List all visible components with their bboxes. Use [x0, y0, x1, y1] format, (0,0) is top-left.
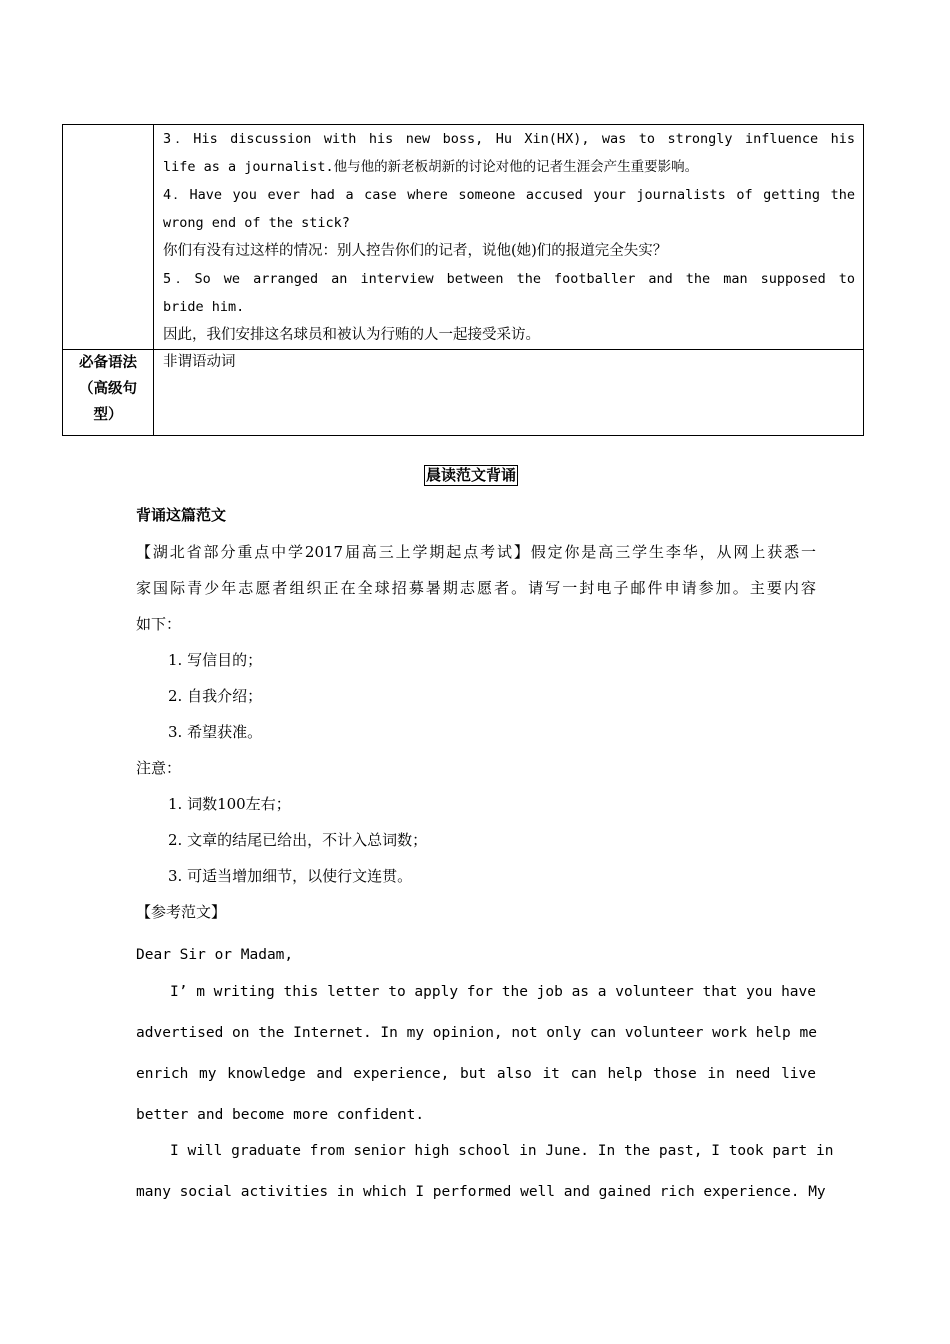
sentence-line: wrong end of the stick? — [163, 215, 350, 231]
sentences-cell — [154, 125, 864, 350]
list-item: 2. 自我介绍； — [168, 687, 263, 705]
vocab-table — [62, 124, 864, 436]
section-subtitle: 背诵这篇范文 — [136, 506, 227, 524]
prompt-line: 家国际青少年志愿者组织正在全球招募暑期志愿者。请写一封电子邮件申请参加。主要内容 — [136, 579, 816, 597]
sentence-line: 因此，我们安排这名球员和被认为行贿的人一起接受采访。 — [163, 327, 540, 343]
sentence-line: 3．His discussion with his new boss, Hu Xin(HX), was to strongly influence his — [163, 131, 855, 147]
list-item: 3. 可适当增加细节，以使行文连贯。 — [168, 867, 413, 885]
grammar-heading: 必备语法 （高级句 型） — [79, 355, 137, 423]
prompt-line: 【湖北省部分重点中学2017届高三上学期起点考试】假定你是高三学生李华，从网上获悉一 — [136, 543, 816, 561]
list-item: 2. 文章的结尾已给出，不计入总词数； — [168, 831, 428, 849]
sentence-line: bride him. — [163, 299, 245, 315]
list-item: 1. 写信目的； — [168, 651, 263, 669]
sentence-line: 4．Have you ever had a case where someone accused your journalists of getting the — [163, 187, 855, 203]
essay-greeting: Dear Sir or Madam, — [136, 947, 294, 963]
sentence-line: 5．So we arranged an interview between the footballer and the man supposed to — [163, 271, 855, 287]
grammar-value: 非谓语动词 — [163, 354, 236, 370]
section-title: 晨读范文背诵 — [426, 466, 517, 484]
grammar-value-cell — [154, 350, 864, 436]
essay-line: advertised on the Internet. In my opinion, not only can volunteer work help me — [136, 1025, 817, 1041]
essay-paragraph-2 — [136, 1131, 834, 1213]
essay-line: enrich my knowledge and experience, but also it can help those in need live — [136, 1066, 816, 1082]
note-label: 注意： — [136, 759, 182, 777]
sentence-line: life as a journalist.他与他的新老板胡新的讨论对他的记者生涯会产生重要影响。 — [163, 159, 699, 175]
essay-paragraph-1 — [136, 972, 816, 1136]
prompt-block — [136, 534, 816, 930]
grammar-heading-cell — [63, 350, 154, 436]
list-item: 1. 词数100左右； — [168, 795, 291, 813]
table-cell-empty — [63, 125, 154, 350]
essay-line: many social activities in which I performed well and gained rich experience. My — [136, 1184, 826, 1200]
table-row — [63, 350, 864, 436]
prompt-line: 如下： — [136, 615, 182, 633]
table-row — [63, 125, 864, 350]
essay-line: I’ m writing this letter to apply for the job as a volunteer that you have — [170, 984, 817, 1000]
essay-line: better and become more confident. — [136, 1107, 425, 1123]
essay-line: I will graduate from senior high school in June. In the past, I took part in — [170, 1143, 834, 1159]
reference-label: 【参考范文】 — [136, 903, 227, 921]
list-item: 3. 希望获准。 — [168, 723, 263, 741]
sentence-line: 你们有没有过这样的情况：别人控告你们的记者，说他(她)们的报道完全失实？ — [163, 243, 668, 259]
